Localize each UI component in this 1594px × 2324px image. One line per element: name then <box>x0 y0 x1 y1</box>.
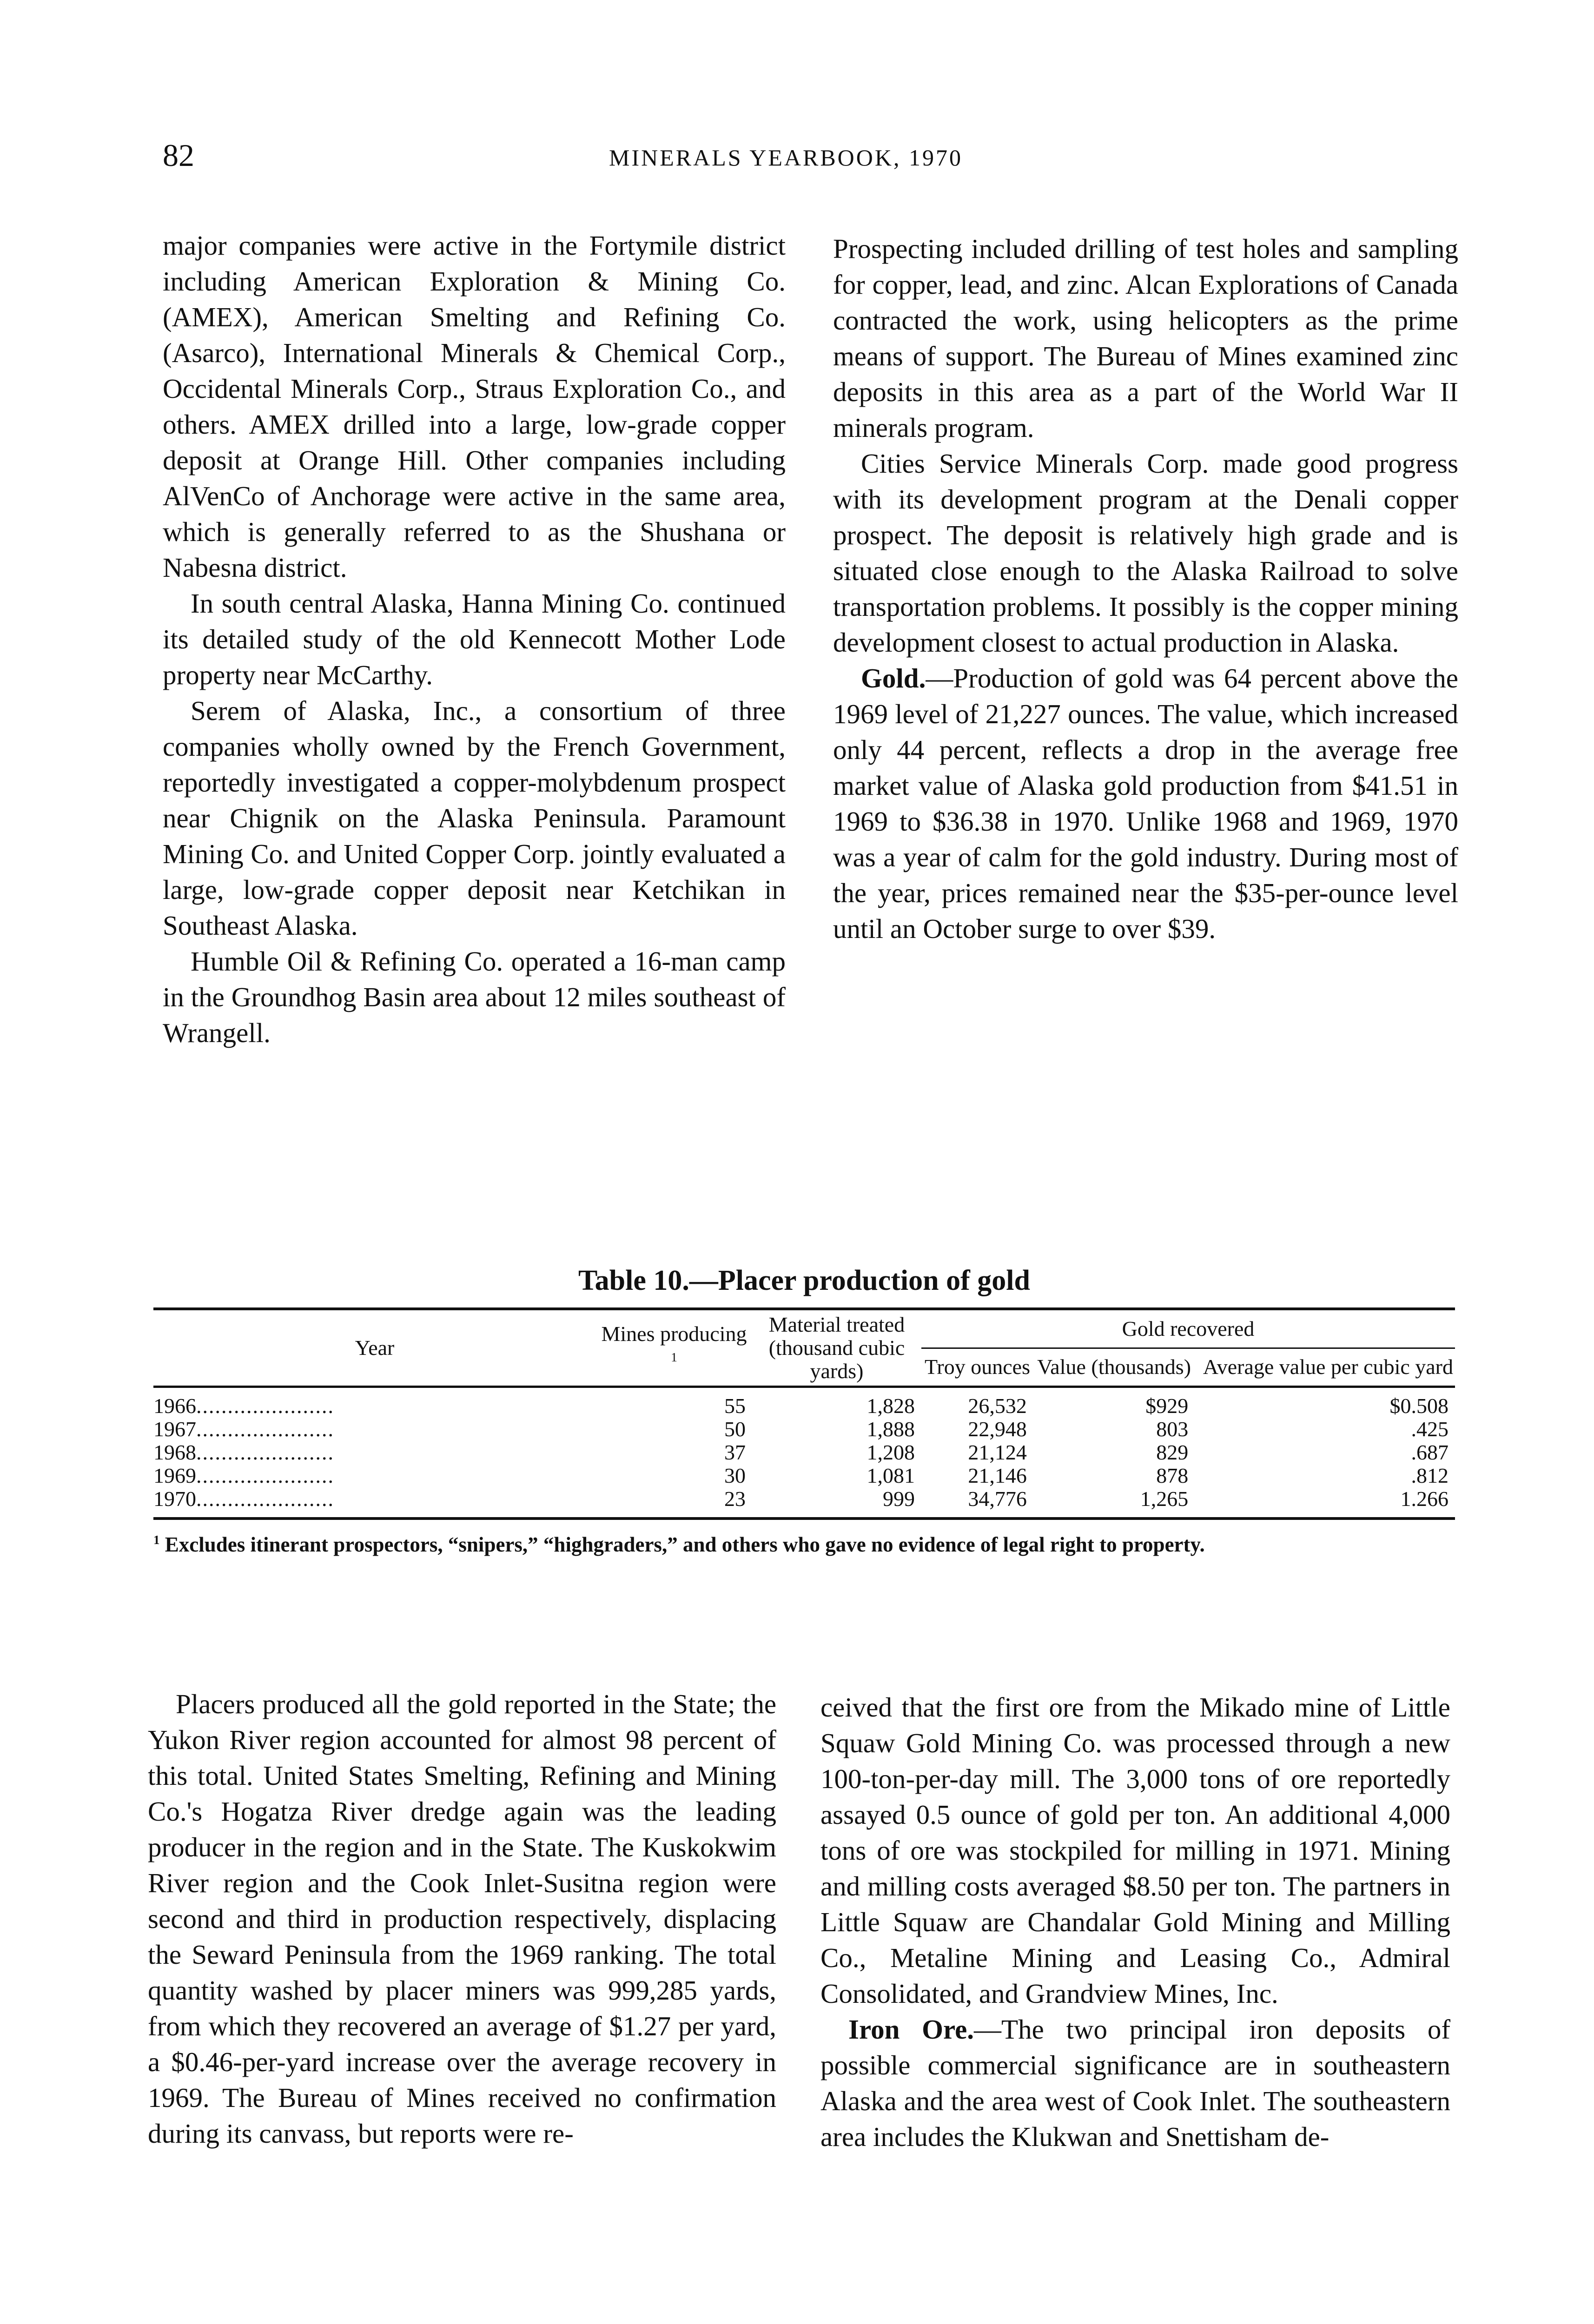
column-3 <box>148 1686 776 2152</box>
cell-material: 1,081 <box>866 1464 915 1487</box>
cell-troy: 21,146 <box>968 1464 1027 1487</box>
header-mines: Mines producing $^1$ <box>596 1309 752 1387</box>
cell-year: 1969...................... <box>153 1464 334 1487</box>
cell-value: 1,265 <box>1033 1487 1195 1519</box>
cell-avg: .812 <box>1411 1464 1448 1487</box>
paragraph: Prospecting included drilling of test holes and sampling for copper, lead, and zinc. Alcan Explorations of Canada contracted the work, using helicopters as the prime means of support. The Bureau of Mines examined zinc deposits in this area as a part of the World War II minerals program. <box>833 233 1458 443</box>
paragraph: Placers produced all the gold reported in the State; the Yukon River region accounted for almost 98 percent of this total. United States Smelting, Refining and Mining Co.'s Hogatza River dredge again was the leading producer in the region and in the State. The Kuskokwim River region and the Cook Inlet-Susitna region were second and third in production respectively, displacing the Seward Peninsula from the 1969 ranking. The total quantity washed by placer miners was 999,285 yards, from which they recovered an average of $1.27 per yard, a $0.46-per-yard increase over the average recovery in 1969. The Bureau of Mines received no confirmation during its canvass, but reports were re- <box>148 1689 776 2149</box>
cell-mines: 30 <box>724 1464 746 1487</box>
cell-material: 1,208 <box>866 1440 915 1464</box>
header-troy: Troy ounces <box>921 1348 1033 1386</box>
cell-troy: 34,776 <box>921 1487 1033 1519</box>
cell-value: 829 <box>1156 1440 1189 1464</box>
gold-heading: Gold. <box>861 663 926 693</box>
table-row <box>153 1487 1455 1519</box>
cell-avg: .425 <box>1411 1417 1448 1441</box>
running-title: MINERALS YEARBOOK, 1970 <box>609 145 963 171</box>
column-1 <box>163 228 786 1051</box>
table-row <box>153 1418 1455 1441</box>
table-row <box>153 1464 1455 1487</box>
cell-avg: $0.508 <box>1389 1394 1448 1418</box>
paragraph: Cities Service Minerals Corp. made good progress with its development program at the Denali copper prospect. The deposit is relatively high grade and is situated close enough to the Alaska Railroad to solve transportation problems. It possibly is the copper mining development closest to actual production in Alaska. <box>833 448 1458 658</box>
cell-avg: 1.266 <box>1195 1487 1455 1519</box>
gold-paragraph <box>833 660 1458 947</box>
header-material: Material treated (thousand cubic yards) <box>752 1309 921 1387</box>
table-footnote: $^1$ Excludes itinerant prospectors, “snipers,” “highgraders,” and others who gave no evidence of legal right to property. <box>153 1533 1205 1556</box>
table-row <box>153 1387 1455 1418</box>
header-year: Year <box>153 1309 596 1387</box>
iron-text: —The two principal iron deposits of possible commercial significance are in southeastern Alaska and the area west of Cook Inlet. The southeastern area includes the Klukwan and Snettisham de- <box>820 2014 1450 2152</box>
header-gold-recovered: Gold recovered <box>921 1309 1455 1348</box>
header-avg: Average value per cubic yard <box>1195 1348 1455 1386</box>
table-title: Table 10.—Placer production of gold <box>578 1265 1030 1296</box>
cell-material: 1,828 <box>866 1394 915 1418</box>
cell-year: 1968...................... <box>153 1440 334 1464</box>
cell-value: 878 <box>1156 1464 1189 1487</box>
cell-value: $929 <box>1145 1394 1189 1418</box>
cell-year: 1966...................... <box>153 1394 334 1418</box>
cell-year: 1970...................... <box>153 1487 596 1519</box>
header-value: Value (thousands) <box>1033 1348 1195 1386</box>
paragraph: major companies were active in the Fortymile district including American Exploration & Mining Co. (AMEX), American Smelting and Refining Co. (Asarco), International Minerals & Chemical Corp., Occidental Minerals Corp., Straus Exploration Co., and others. AMEX drilled into a large, low-grade copper deposit at Orange Hill. Other companies including AlVenCo of Anchorage were active in the same area, which is generally referred to as the Shushana or Nabesna district. <box>163 230 786 583</box>
column-4 <box>820 1690 1450 2155</box>
iron-paragraph <box>820 2012 1450 2155</box>
cell-mines: 23 <box>596 1487 752 1519</box>
iron-heading: Iron Ore. <box>848 2014 974 2045</box>
cell-material: 1,888 <box>866 1417 915 1441</box>
cell-mines: 55 <box>724 1394 746 1418</box>
cell-troy: 21,124 <box>968 1440 1027 1464</box>
paragraph: Humble Oil & Refining Co. operated a 16-man camp in the Groundhog Basin area about 12 miles southeast of Wrangell. <box>163 946 786 1048</box>
paragraph: ceived that the first ore from the Mikado mine of Little Squaw Gold Mining Co. was processed through a new 100-ton-per-day mill. The 3,000 tons of ore reportedly assayed 0.5 ounce of gold per ton. An additional 4,000 tons of ore was stockpiled for milling in 1971. Mining and milling costs averaged $8.50 per ton. The partners in Little Squaw are Chandalar Gold Mining and Milling Co., Metaline Mining and Leasing Co., Admiral Consolidated, and Grandview Mines, Inc. <box>820 1692 1450 2009</box>
cell-material: 999 <box>752 1487 921 1519</box>
cell-troy: 26,532 <box>968 1394 1027 1418</box>
cell-mines: 50 <box>724 1417 746 1441</box>
column-2 <box>833 231 1458 947</box>
cell-avg: .687 <box>1411 1440 1448 1464</box>
placer-gold-table <box>153 1264 1455 1555</box>
cell-value: 803 <box>1156 1417 1189 1441</box>
gold-text: —Production of gold was 64 percent above the 1969 level of 21,227 ounces. The value, which increased only 44 percent, reflects a drop in the average free market value of Alaska gold production from $41.51 in 1969 to $36.38 in 1970. Unlike 1968 and 1969, 1970 was a year of calm for the gold industry. During most of the year, prices remained near the $35-per-ounce level until an October surge to over $39. <box>833 663 1458 944</box>
paragraph: In south central Alaska, Hanna Mining Co. continued its detailed study of the old Kennecott Mother Lode property near McCarthy. <box>163 588 786 690</box>
cell-year: 1967...................... <box>153 1417 334 1441</box>
table-row <box>153 1441 1455 1464</box>
paragraph: Serem of Alaska, Inc., a consortium of three companies wholly owned by the French Government, reportedly investigated a copper-molybdenum prospect near Chignik on the Alaska Peninsula. Paramount Mining Co. and United Copper Corp. jointly evaluated a large, low-grade copper deposit near Ketchikan in Southeast Alaska. <box>163 695 786 941</box>
cell-mines: 37 <box>724 1440 746 1464</box>
page-number: 82 <box>163 138 194 173</box>
cell-troy: 22,948 <box>968 1417 1027 1441</box>
